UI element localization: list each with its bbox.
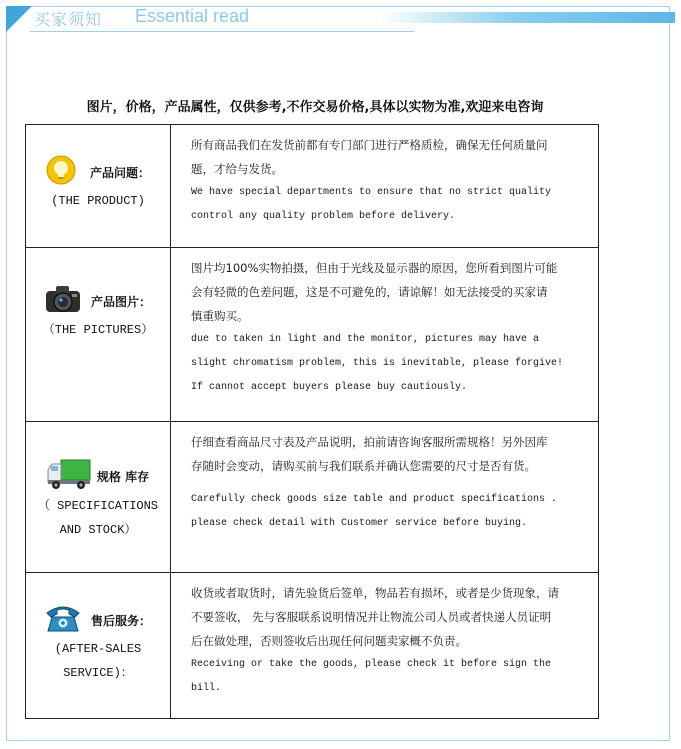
- specifications-en-line-2: please check detail with Customer service before buying.: [191, 518, 528, 529]
- after-sales-cn-line-2: 不要签收， 先与客服联系说明情况并让物流公司人员或者快递人员证明: [191, 610, 552, 624]
- specifications-cn-line-1: 仔细查看商品尺寸表及产品说明，拍前请咨询客服所需规格！另外因库: [191, 435, 548, 449]
- label-cn-after-sales: 售后服务：: [90, 613, 151, 628]
- info-table: [25, 124, 599, 719]
- delivery-truck-icon: [47, 458, 91, 494]
- text-cell-specifications: [171, 422, 599, 573]
- label-cn-pictures: 产品图片：: [90, 294, 151, 309]
- header-gradient-bar: [380, 12, 675, 23]
- label-en-specifications-2: AND STOCK）: [59, 523, 137, 537]
- text-cell-pictures: [171, 248, 599, 422]
- pictures-cn-line-1: 图片均100%实物拍摄，但由于光线及显示器的原因，您所看到图片可能: [191, 261, 558, 275]
- header-corner-decoration: [6, 6, 32, 32]
- notice-line: 图片，价格，产品属性，仅供参考,不作交易价格,具体以实物为准,欢迎来电咨询: [86, 100, 544, 115]
- label-en-after-sales-2: SERVICE)：: [63, 666, 133, 680]
- product-en-line-1: We have special departments to ensure that no strict quality: [191, 187, 552, 198]
- label-cell-after-sales: [26, 573, 171, 719]
- label-cell-product: [26, 125, 171, 248]
- specifications-en-line-1: Carefully check goods size table and product specifications .: [191, 494, 558, 505]
- label-cell-pictures: [26, 248, 171, 422]
- after-sales-en-line-1: Receiving or take the goods, please check it before sign the bill.: [191, 659, 552, 694]
- header-title-en: Essential read: [135, 6, 250, 26]
- warning-bulb-icon: [46, 155, 76, 189]
- product-en-line-2: control any quality problem before delivery.: [191, 211, 456, 222]
- table-row-after-sales: [26, 573, 599, 719]
- label-cell-specifications: [26, 422, 171, 573]
- label-en-after-sales-1: (AFTER-SALES: [54, 642, 142, 656]
- text-cell-after-sales: [171, 573, 599, 719]
- after-sales-cn-line-1: 收货或者取货时，请先验货后签单，物品若有损坏，或者是少货现象，请: [191, 586, 559, 600]
- text-cell-product: [171, 125, 599, 248]
- label-en-pictures: （THE PICTURES）: [42, 323, 154, 337]
- header-underline: [30, 31, 414, 32]
- label-cn-specifications: 规格 库存: [96, 469, 150, 484]
- header-title-cn: 买家须知: [34, 10, 103, 29]
- pictures-cn-line-2: 会有轻微的色差问题，这是不可避免的，请谅解！如无法接受的买家请: [191, 285, 548, 299]
- label-en-product: (THE PRODUCT): [51, 194, 145, 208]
- specifications-cn-line-2: 存随时会变动，请购买前与我们联系并确认您需要的尺寸是否有货。: [191, 459, 536, 473]
- pictures-en-line-3: If cannot accept buyers please buy cautiously.: [191, 382, 468, 393]
- pictures-en-line-2: slight chromatism problem, this is inevitable, please forgive!: [191, 358, 564, 369]
- pictures-en-line-1: due to taken in light and the monitor, pictures may have a: [191, 334, 540, 345]
- telephone-icon: [45, 603, 81, 637]
- camera-icon: [45, 284, 81, 318]
- table-row-pictures: [26, 248, 599, 422]
- label-en-specifications-1: （ SPECIFICATIONS: [37, 499, 159, 513]
- product-cn-line-1: 所有商品我们在发货前都有专门部门进行严格质检，确保无任何质量问: [191, 138, 548, 152]
- after-sales-cn-line-3: 后在做处理，否则签收后出现任何问题卖家概不负责。: [191, 634, 467, 648]
- product-cn-line-2: 题，才给与发货。: [191, 162, 283, 176]
- table-row-specifications: [26, 422, 599, 573]
- table-row-product: [26, 125, 599, 248]
- pictures-cn-line-3: 慎重购买。: [191, 309, 249, 323]
- label-cn-product: 产品问题：: [89, 165, 150, 180]
